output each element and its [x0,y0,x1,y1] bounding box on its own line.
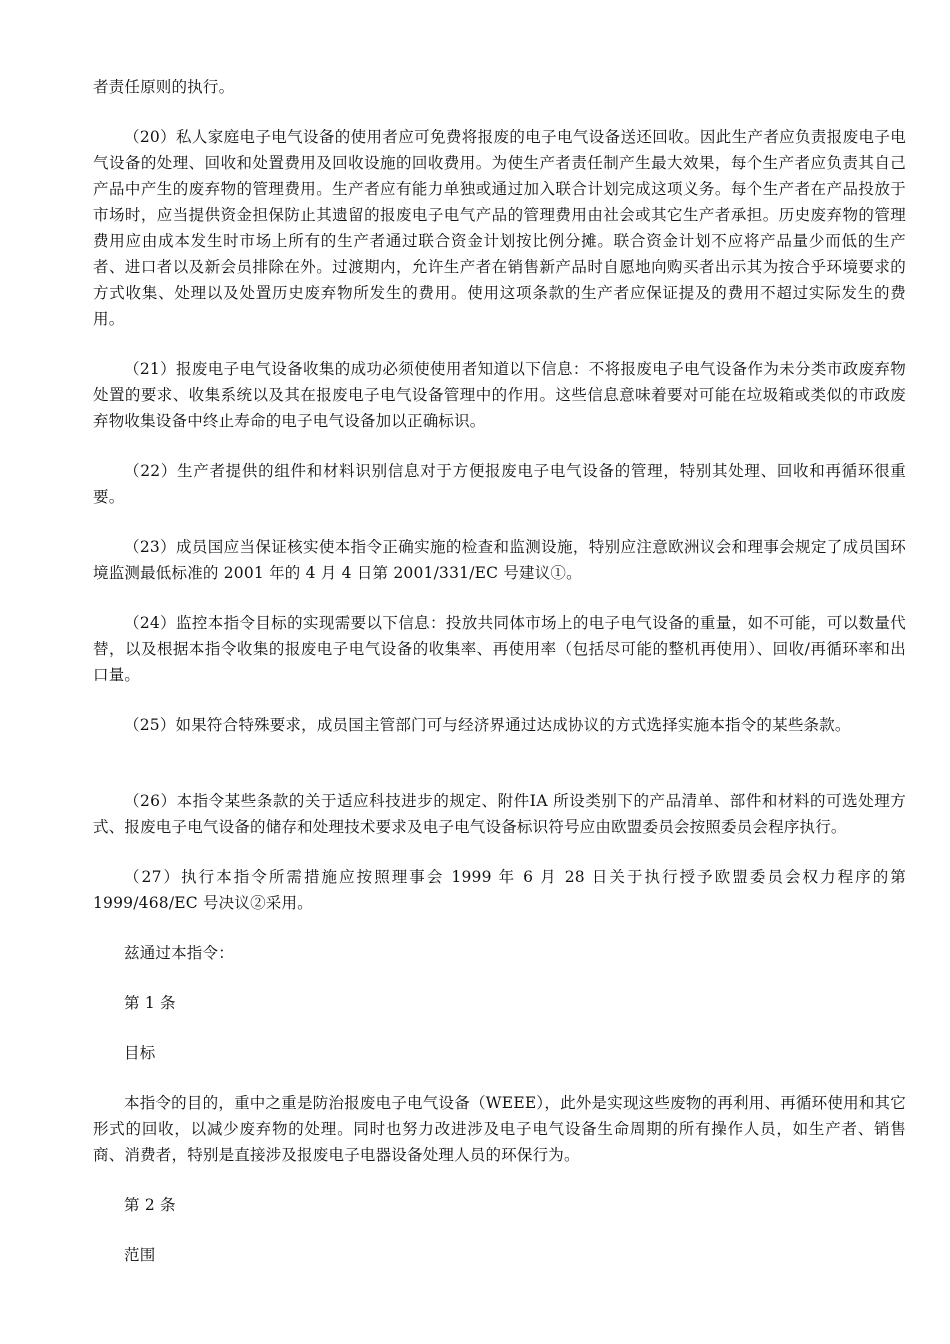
paragraph-continuation: 者责任原则的执行。 [93,78,235,96]
paragraph-20: （20）私人家庭电子电气设备的使用者应可免费将报废的电子电气设备送还回收。因此生产者应负责报废电子电气设备的处理、回收和处置费用及回收设施的回收费用。为使生产者责任制产生最大效果，每个生产者应负责其自己产品中产生的废弃物的管理费用。生产者应有能力单独或通过加入联合计划完成这项义务。每个生产者在产品投放于市场时，应当提供资金担保防止其遗留的报废电子电气产品的管理费用由社会或其它生产者承担。历史废弃物的管理费用应由成本发生时市场上所有的生产者通过联合资金计划按比例分摊。联合资金计划不应将产品量少而低的生产者、进口者以及新会员排除在外。过渡期内，允许生产者在销售新产品时自愿地向购买者出示其为按合乎环境要求的方式收集、处理以及处置历史废弃物所发生的费用。使用这项条款的生产者应保证提及的费用不超过实际发生的费用。 [93,128,906,328]
adoption-statement: 兹通过本指令： [124,944,234,962]
paragraph-25: （25）如果符合特殊要求，成员国主管部门可与经济界通过达成协议的方式选择实施本指令的某些条款。 [124,716,851,734]
paragraph-21: （21）报废电子电气设备收集的成功必须使使用者知道以下信息：不将报废电子电气设备作为未分类市政废弃物处置的要求、收集系统以及其在报废电子电气设备管理中的作用。这些信息意味着要对可能在垃圾箱或类似的市政废弃物收集设备中终止寿命的电子电气设备加以正确标识。 [93,360,906,430]
article-1-title: 目标 [124,1044,156,1062]
document-page [93,74,906,1268]
paragraph-27: （27）执行本指令所需措施应按照理事会 1999 年 6 月 28 日关于执行授予欧盟委员会权力程序的第 1999/468/EC 号决议②采用。 [93,868,906,912]
article-1-number: 第 1 条 [124,994,176,1012]
article-2-title: 范围 [124,1246,156,1264]
paragraph-23: （23）成员国应当保证核实使本指令正确实施的检查和监测设施，特别应注意欧洲议会和理事会规定了成员国环境监测最低标准的 2001 年的 4 月 4 日第 2001/331/EC 号建议①。 [93,538,906,582]
article-2-number: 第 2 条 [124,1196,176,1214]
paragraph-24: （24）监控本指令目标的实现需要以下信息：投放共同体市场上的电子电气设备的重量，如不可能，可以数量代替，以及根据本指令收集的报废电子电气设备的收集率、再使用率（包括尽可能的整机再使用）、回收/再循环率和出口量。 [93,614,906,684]
paragraph-22: （22）生产者提供的组件和材料识别信息对于方便报废电子电气设备的管理，特别其处理、回收和再循环很重要。 [93,462,906,506]
paragraph-26: （26）本指令某些条款的关于适应科技进步的规定、附件ⅠA 所设类别下的产品清单、部件和材料的可选处理方式、报废电子电气设备的储存和处理技术要求及电子电气设备标识符号应由欧盟委员会按照委员会程序执行。 [93,792,906,836]
article-1-body: 本指令的目的，重中之重是防治报废电子电气设备（WEEE），此外是实现这些废物的再利用、再循环使用和其它形式的回收，以减少废弃物的处理。同时也努力改进涉及电子电气设备生命周期的所有操作人员，如生产者、销售商、消费者，特别是直接涉及报废电子电器设备处理人员的环保行为。 [93,1094,906,1164]
